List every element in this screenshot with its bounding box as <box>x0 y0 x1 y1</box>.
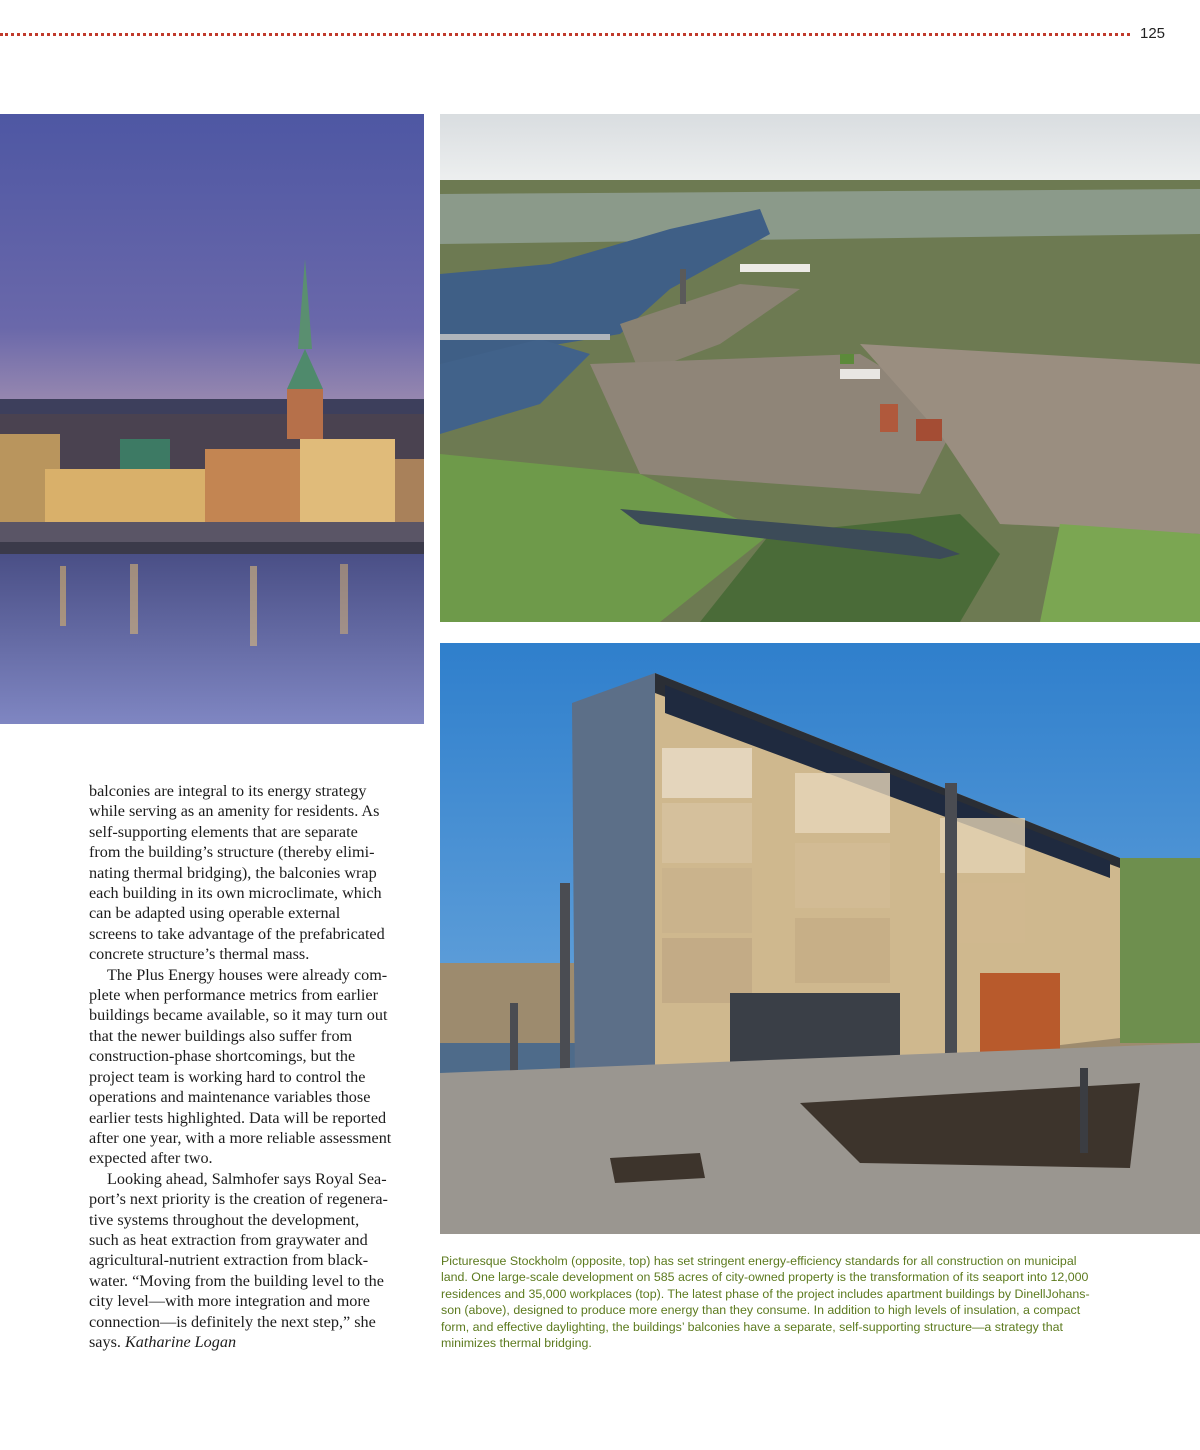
text-line: agricultural-nutrient extraction from black- <box>89 1251 369 1270</box>
text-line: construction-phase shortcomings, but the <box>89 1047 356 1066</box>
text-line: concrete structure’s thermal mass. <box>89 945 310 964</box>
dotted-header-rule <box>0 33 1130 36</box>
aerial-seaport-photo <box>440 114 1200 622</box>
paragraph-2 <box>89 965 425 1169</box>
text-line: that the newer buildings also suffer from <box>89 1026 353 1045</box>
text-line: such as heat extraction from graywater and <box>89 1230 368 1249</box>
text-line: operations and maintenance variables those <box>89 1088 371 1107</box>
text-line: buildings became available, so it may turn out <box>89 1006 388 1025</box>
text-line: The Plus Energy houses were already com- <box>107 965 388 984</box>
text-line: each building in its own microclimate, which <box>89 884 382 903</box>
text-line: earlier tests highlighted. Data will be reported <box>89 1108 387 1127</box>
text-line: connection—is definitely the next step,” she <box>89 1312 376 1331</box>
text-line: screens to take advantage of the prefabricated <box>89 924 385 943</box>
paragraph-1 <box>89 781 425 965</box>
caption-line: Picturesque Stockholm (opposite, top) has set stringent energy-efficiency standards for all construction on municipal <box>441 1254 1077 1268</box>
text-line: project team is working hard to control the <box>89 1067 366 1086</box>
text-line: tive systems throughout the development, <box>89 1210 360 1229</box>
caption-line: residences and 35,000 workplaces (top). The latest phase of the project includes apartment buildings by DinellJohans- <box>441 1286 1090 1301</box>
caption-line: minimizes thermal bridging. <box>441 1336 592 1351</box>
text-line: after one year, with a more reliable assessment <box>89 1128 392 1147</box>
text-line: from the building’s structure (thereby elimi- <box>89 843 375 862</box>
text-line: water. “Moving from the building level to the <box>89 1271 384 1290</box>
plus-energy-building-photo <box>440 643 1200 1234</box>
page-number: 125 <box>1140 25 1166 42</box>
caption-line: land. One large-scale development on 585 acres of city-owned property is the transformation of its seaport into 12,000 <box>441 1270 1089 1285</box>
stockholm-old-town-photo <box>0 114 424 724</box>
text-line: port’s next priority is the creation of regenera- <box>89 1190 388 1209</box>
text-line: can be adapted using operable external <box>89 904 341 923</box>
text-line: expected after two. <box>89 1149 213 1168</box>
paragraph-3 <box>89 1169 425 1353</box>
text-line: balconies are integral to its energy strategy <box>89 782 367 800</box>
photo-caption <box>441 1253 1131 1351</box>
text-line: self-supporting elements that are separate <box>89 822 358 841</box>
text-line: while serving as an amenity for residents. As <box>89 802 380 821</box>
text-line: plete when performance metrics from earlier <box>89 986 378 1005</box>
caption-line: son (above), designed to produce more energy than they consume. In addition to high levels of insulation, a compact <box>441 1303 1081 1318</box>
author-byline: Katharine Logan <box>124 1332 237 1351</box>
text-line: Looking ahead, Salmhofer says Royal Sea- <box>107 1169 387 1188</box>
text-line: says. <box>89 1332 121 1351</box>
article-body-text <box>89 781 425 1352</box>
caption-line: form, and effective daylighting, the buildings’ balconies have a separate, self-supporting structure—a strategy that <box>441 1319 1063 1334</box>
text-line: nating thermal bridging), the balconies wrap <box>89 863 377 882</box>
text-line: city level—with more integration and more <box>89 1292 370 1311</box>
